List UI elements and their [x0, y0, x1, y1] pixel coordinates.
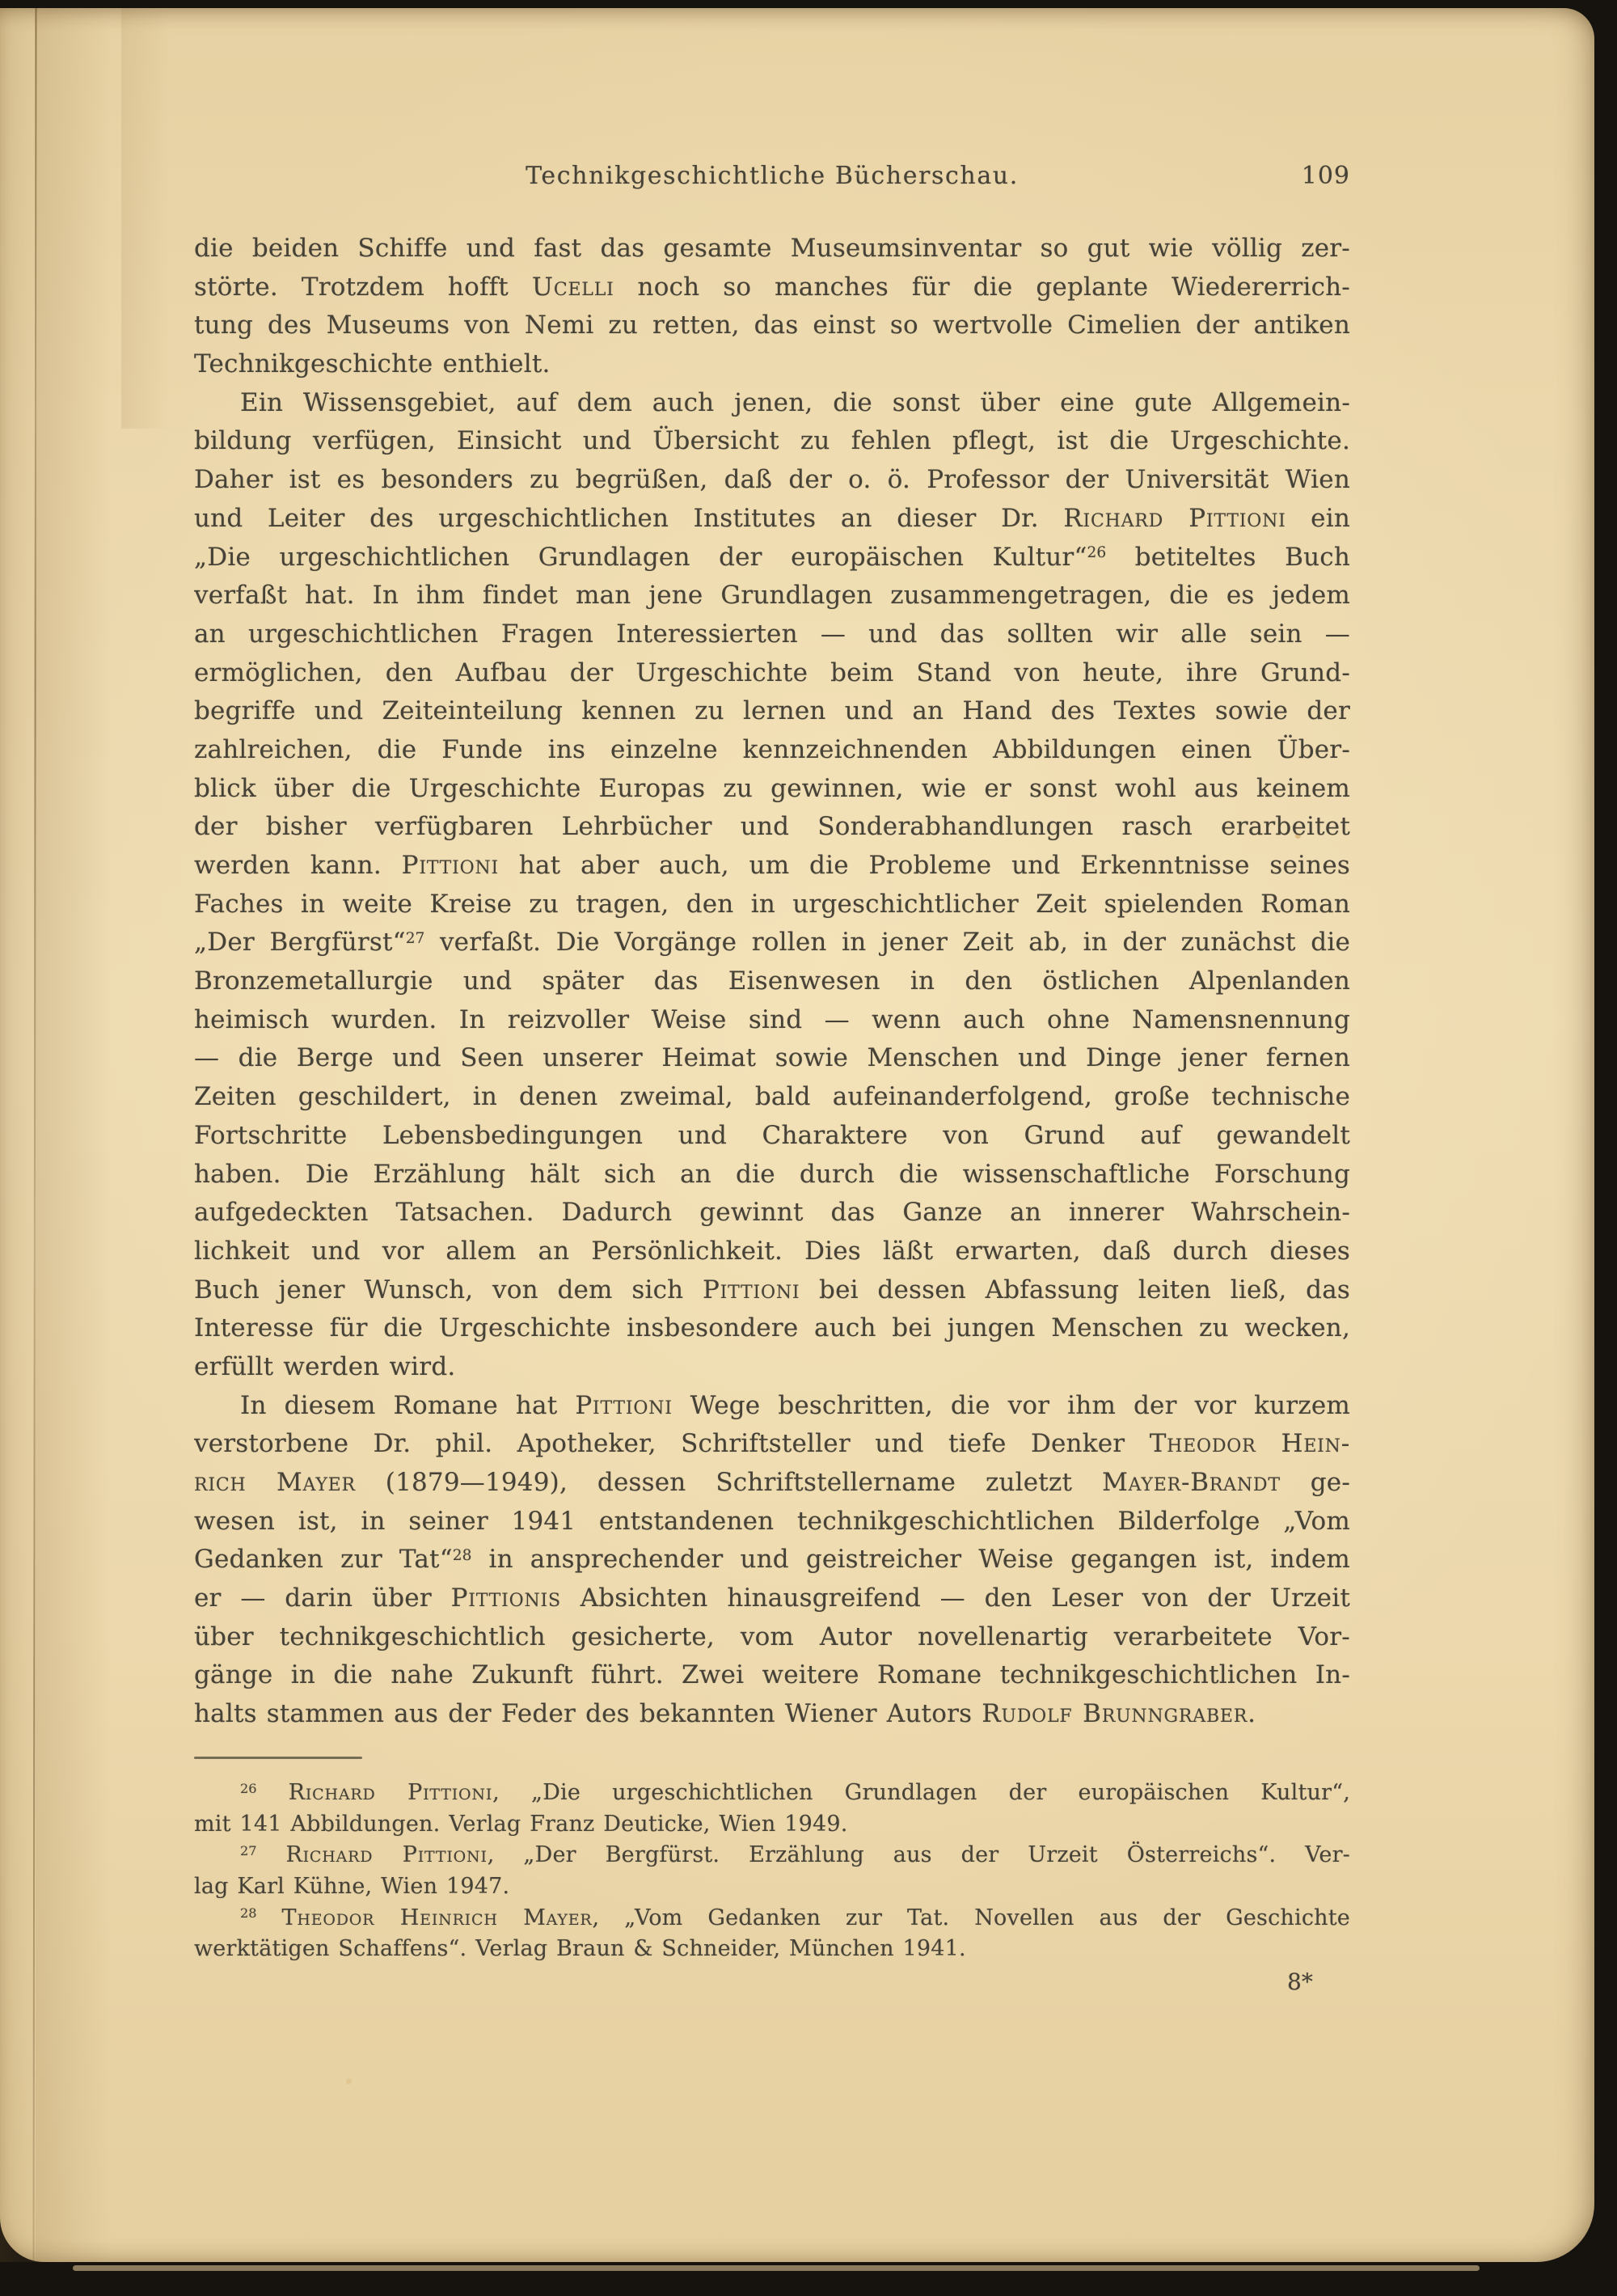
text-line: Fortschritte Lebensbedingungen und Charaktere von Grund auf gewandelt [194, 1120, 1350, 1150]
text-line: die beiden Schiffe und fast das gesamte Museumsinventar so gut wie völlig zer- [194, 234, 1350, 263]
text-line: mit 141 Abbildungen. Verlag Franz Deuticke, Wien 1949. [194, 1811, 848, 1837]
text-line: Buch jener Wunsch, von dem sich Pittioni bei dessen Abfassung leiten ließ, das [194, 1275, 1350, 1304]
text-line: werktätigen Schaffens“. Verlag Braun & Schneider, München 1941. [194, 1936, 966, 1962]
text-line: Ein Wissensgebiet, auf dem auch jenen, die sonst über eine gute Allgemein- [240, 387, 1350, 417]
gutter-fold-shadow-top [121, 8, 170, 429]
text-line: $^{27}$ Richard Pittioni, „Der Bergfürst. Erzählung aus der Urzeit Österreichs“. Ver- [240, 1842, 1350, 1868]
small-caps-name: Pittioni [702, 1275, 800, 1304]
text-line: werden kann. Pittioni hat aber auch, um die Probleme und Erkenntnisse seines [194, 851, 1350, 880]
small-caps-name: Richard Pittioni [1063, 503, 1286, 533]
small-caps-name: Pittioni [401, 851, 500, 880]
body-text [194, 230, 1350, 1734]
text-line: er — darin über Pittionis Absichten hinausgreifend — den Leser von der Urzeit [194, 1584, 1350, 1613]
gutter-margin-shading [0, 8, 36, 2262]
small-caps-name: Richard Pittioni [285, 1842, 488, 1868]
text-line: zahlreichen, die Funde ins einzelne kennzeichnenden Abbildungen einen Über- [194, 734, 1350, 764]
gutter-fold-shadow [36, 8, 125, 2262]
page-number: 109 [1301, 162, 1350, 190]
text-line: haben. Die Erzählung hält sich an die durch die wissenschaftliche Forschung [194, 1159, 1350, 1189]
footnote-separator [194, 1757, 362, 1759]
text-line: „Die urgeschichtlichen Grundlagen der europäischen Kultur“$^{26}$ betiteltes Buch [194, 542, 1350, 572]
text-line: erfüllt werden wird. [194, 1351, 456, 1381]
small-caps-name: Pittionis [450, 1584, 561, 1613]
page-bottom-edge [73, 2265, 1480, 2271]
text-line: Gedanken zur Tat“$^{28}$ in ansprechender und geistreicher Weise gegangen ist, indem [194, 1545, 1350, 1575]
text-line: bildung verfügen, Einsicht und Übersicht zu fehlen pflegt, ist die Urgeschichte. [194, 426, 1350, 456]
text-line: tung des Museums von Nemi zu retten, das einst so wertvolle Cimelien der antiken [194, 311, 1350, 340]
text-line: und Leiter des urgeschichtlichen Institutes an dieser Dr. Richard Pittioni ein [194, 503, 1350, 533]
text-line: der bisher verfügbaren Lehrbücher und Sonderabhandlungen rasch erarbeitet [194, 812, 1350, 842]
signature-mark: 8* [1287, 1968, 1313, 1995]
text-line: — die Berge und Seen unserer Heimat sowie Menschen und Dinge jener fernen [194, 1043, 1350, 1073]
footnote-reference: 28 [240, 1905, 257, 1922]
text-line: wesen ist, in seiner 1941 entstandenen technikgeschichtlichen Bilderfolge „Vom [194, 1506, 1350, 1536]
text-line: Zeiten geschildert, in denen zweimal, bald aufeinanderfolgend, große technische [194, 1082, 1350, 1112]
text-line: verstorbene Dr. phil. Apotheker, Schriftsteller und tiefe Denker Theodor Hein- [194, 1429, 1350, 1459]
text-line: Technikgeschichte enthielt. [194, 349, 551, 379]
text-line: Interesse für die Urgeschichte insbesondere auch bei jungen Menschen zu wecken, [194, 1313, 1350, 1343]
text-line: begriffe und Zeiteinteilung kennen zu lernen und an Hand des Textes sowie der [194, 696, 1350, 726]
small-caps-name: Theodor Hein- [1149, 1429, 1350, 1459]
small-caps-name: rich Mayer [194, 1468, 356, 1497]
page-title: Technikgeschichtliche Bücherschau. [526, 162, 1019, 190]
footnote-reference: 26 [240, 1780, 257, 1796]
text-line: Faches in weite Kreise zu tragen, den in urgeschichtlicher Zeit spielenden Roman [194, 889, 1350, 919]
text-line: „Der Bergfürst“$^{27}$ verfaßt. Die Vorgänge rollen in jener Zeit ab, in der zunächst die [194, 928, 1350, 958]
text-line: ermöglichen, den Aufbau der Urgeschichte beim Stand von heute, ihre Grund- [194, 658, 1350, 687]
running-header [194, 160, 1350, 194]
small-caps-name: Mayer-Brandt [1102, 1468, 1281, 1497]
text-line: rich Mayer (1879—1949), dessen Schriftstellername zuletzt Mayer-Brandt ge- [194, 1468, 1350, 1497]
text-line: Daher ist es besonders zu begrüßen, daß der o. ö. Professor der Universität Wien [194, 465, 1350, 495]
footnote-reference: 27 [240, 1842, 257, 1858]
small-caps-name: Pittioni [575, 1390, 673, 1420]
text-line: halts stammen aus der Feder des bekannten Wiener Autors Rudolf Brunngraber. [194, 1699, 1256, 1729]
text-line: über technikgeschichtlich gesicherte, vom Autor novellenartig verarbeitete Vor- [194, 1622, 1350, 1651]
text-line: heimisch wurden. In reizvoller Weise sind — wenn auch ohne Namensnennung [194, 1004, 1350, 1034]
text-line: In diesem Romane hat Pittioni Wege beschritten, die vor ihm der vor kurzem [240, 1390, 1350, 1420]
small-caps-name: Ucelli [531, 272, 614, 302]
footnotes-text [194, 1778, 1350, 1965]
paper-speckle [346, 2078, 352, 2084]
text-line: Bronzemetallurgie und später das Eisenwesen in den östlichen Alpenlanden [194, 966, 1350, 996]
text-line: lichkeit und vor allem an Persönlichkeit. Dies läßt erwarten, daß durch dieses [194, 1236, 1350, 1266]
small-caps-name: Rudolf Brunngraber [982, 1699, 1248, 1729]
book-page [0, 8, 1594, 2262]
text-line: verfaßt hat. In ihm findet man jene Grundlagen zusammengetragen, die es jedem [194, 581, 1350, 611]
text-line: aufgedeckten Tatsachen. Dadurch gewinnt das Ganze an innerer Wahrschein- [194, 1198, 1350, 1228]
small-caps-name: Richard Pittioni [288, 1780, 493, 1805]
text-line: lag Karl Kühne, Wien 1947. [194, 1874, 510, 1900]
text-line: blick über die Urgeschichte Europas zu gewinnen, wie er sonst wohl aus keinem [194, 773, 1350, 803]
small-caps-name: Theodor Heinrich Mayer [281, 1905, 593, 1930]
footnote-reference: 27 [405, 929, 425, 947]
text-line: $^{28}$ Theodor Heinrich Mayer, „Vom Gedanken zur Tat. Novellen aus der Geschichte [240, 1905, 1350, 1930]
text-line: gänge in die nahe Zukunft führt. Zwei weitere Romane technikgeschichtlichen In- [194, 1660, 1350, 1690]
text-line: $^{26}$ Richard Pittioni, „Die urgeschichtlichen Grundlagen der europäischen Kultur“, [240, 1780, 1350, 1805]
text-line: störte. Trotzdem hofft Ucelli noch so manches für die geplante Wiedererrich- [194, 272, 1350, 302]
text-line: an urgeschichtlichen Fragen Interessierten — und das sollten wir alle sein — [194, 619, 1350, 649]
footnote-reference: 28 [452, 1546, 472, 1564]
footnote-reference: 26 [1087, 543, 1107, 561]
